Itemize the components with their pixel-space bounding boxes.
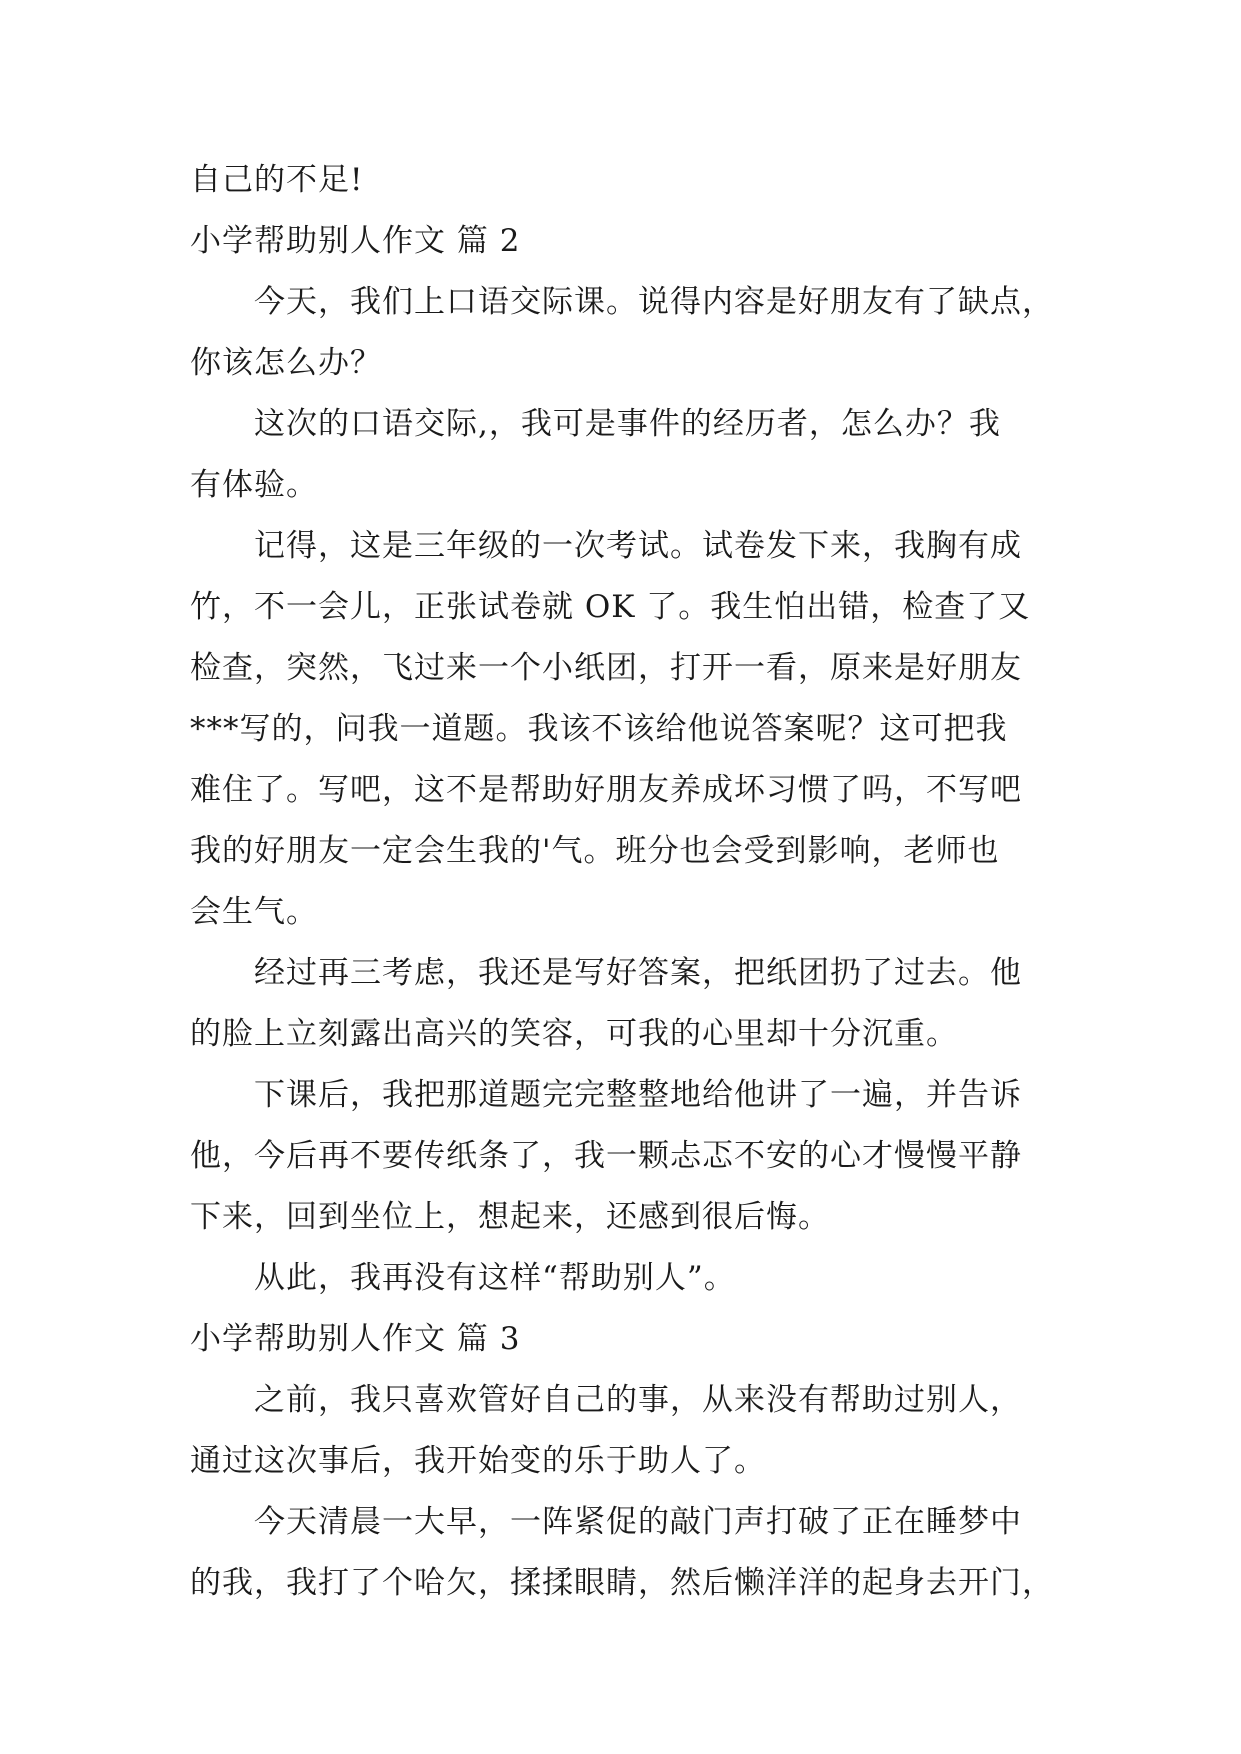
text-line: 检查，突然，飞过来一个小纸团，打开一看，原来是好朋友 [190, 650, 1022, 686]
text-line: 的脸上立刻露出高兴的笑容，可我的心里却十分沉重。 [190, 1016, 958, 1052]
text-line: 记得，这是三年级的一次考试。试卷发下来，我胸有成 [254, 528, 1022, 564]
text-line: 你该怎么办？ [190, 345, 382, 381]
text-line: ***写的，问我一道题。我该不该给他说答案呢？这可把我 [190, 711, 1008, 747]
text-line: 下课后，我把那道题完完整整地给他讲了一遍，并告诉 [254, 1077, 1022, 1113]
text-line: 今天清晨一大早，一阵紧促的敲门声打破了正在睡梦中 [254, 1504, 1022, 1540]
text-line: 的我，我打了个哈欠，揉揉眼睛，然后懒洋洋的起身去开门， [190, 1565, 1054, 1601]
text-line: 竹，不一会儿，正张试卷就 OK 了。我生怕出错，检查了又 [190, 589, 1031, 625]
section-heading: 小学帮助别人作文 篇 3 [190, 1321, 521, 1357]
text-line: 通过这次事后，我开始变的乐于助人了。 [190, 1443, 766, 1479]
document-body [190, 150, 1070, 1614]
text-line: 会生气。 [190, 894, 318, 930]
text-line: 从此，我再没有这样“帮助别人”。 [254, 1260, 736, 1296]
section-heading: 小学帮助别人作文 篇 2 [190, 223, 521, 259]
text-line: 下来，回到坐位上，想起来，还感到很后悔。 [190, 1199, 830, 1235]
text-line: 自己的不足! [190, 162, 364, 198]
text-line: 之前，我只喜欢管好自己的事，从来没有帮助过别人， [254, 1382, 1022, 1418]
text-line: 今天，我们上口语交际课。说得内容是好朋友有了缺点， [254, 284, 1054, 320]
text-line: 有体验。 [190, 467, 318, 503]
text-line: 这次的口语交际,，我可是事件的经历者，怎么办？我 [254, 406, 1001, 442]
text-line: 我的好朋友一定会生我的'气。班分也会受到影响，老师也 [190, 833, 1000, 869]
text-line: 他，今后再不要传纸条了，我一颗忐忑不安的心才慢慢平静 [190, 1138, 1022, 1174]
text-line: 经过再三考虑，我还是写好答案，把纸团扔了过去。他 [254, 955, 1022, 991]
text-line: 难住了。写吧，这不是帮助好朋友养成坏习惯了吗，不写吧 [190, 772, 1022, 808]
